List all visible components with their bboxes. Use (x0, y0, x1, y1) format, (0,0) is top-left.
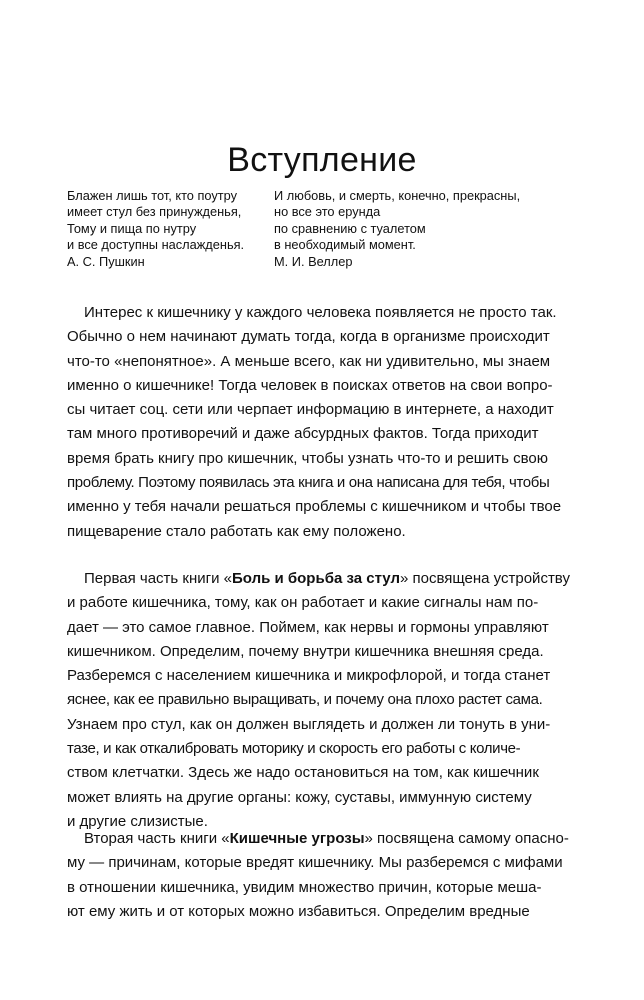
epigraph-veller (274, 188, 520, 270)
paragraph-part-two (67, 827, 569, 924)
epigraph-line: и все доступны наслажденья. (67, 237, 245, 253)
text-line: может влиять на другие органы: кожу, суставы, иммунную систему (67, 788, 532, 806)
part-one-title: Боль и борьба за стул (232, 570, 400, 587)
text-line: кишечником. Определим, почему внутри кишечника внешняя среда. (67, 642, 544, 660)
part-two-title: Кишечные угрозы (229, 830, 365, 847)
epigraph-author: М. И. Веллер (274, 253, 353, 269)
text-line: Разберемся с населением кишечника и микрофлорой, и тогда станет (67, 667, 551, 685)
text-line: время брать книгу про кишечник, чтобы узнать что-то и решить свою (67, 449, 548, 467)
text-line: Обычно о нем начинают думать тогда, когда в организме происходит (67, 328, 550, 346)
text-line: сы читает соц. сети или черпает информацию в интернете, а находит (67, 401, 554, 419)
text-line: пищеварение стало работать как ему положено. (67, 522, 406, 540)
epigraph-line: Блажен лишь тот, кто поутру (67, 188, 238, 203)
page-title: Вступление (227, 141, 417, 179)
text-line: проблему. Поэтому появилась эта книга и она написана для тебя, чтобы (67, 474, 550, 492)
text-line: Узнаем про стул, как он должен выглядеть и должен ли тонуть в уни- (67, 715, 551, 733)
text-line: дает — это самое главное. Поймем, как нервы и гормоны управляют (67, 618, 549, 636)
paragraph-part-one (67, 567, 570, 834)
text-line: яснее, как ее правильно выращивать, и почему она плохо растет сама. (67, 691, 543, 709)
text-line: ют ему жить и от которых можно избавиться. Определим вредные (67, 902, 530, 920)
text-line: там много противоречий и даже абсурдных фактов. Тогда приходит (67, 425, 539, 443)
text-line (67, 827, 569, 851)
text-line: и другие слизистые. (67, 812, 208, 830)
text-span: » посвящена устройству (399, 570, 570, 587)
text-span: Вторая часть книги « (84, 830, 230, 847)
epigraph-author: А. С. Пушкин (67, 253, 145, 269)
epigraph-line: по сравнению с туалетом (274, 220, 426, 236)
text-line: в отношении кишечника, увидим множество причин, которые меша- (67, 878, 542, 896)
epigraph-line: Тому и пища по нутру (67, 220, 197, 236)
text-line: что-то «непонятное». А меньше всего, как ни удивительно, мы знаем (67, 352, 551, 370)
epigraph-line: имеет стул без принужденья, (67, 204, 242, 220)
paragraph-intro (67, 301, 562, 544)
text-line: и работе кишечника, тому, как он работает и какие сигналы нам по- (67, 594, 539, 612)
text-line (67, 567, 570, 591)
text-line: Интерес к кишечнику у каждого человека появляется не просто так. (84, 304, 557, 321)
epigraph-line: И любовь, и смерть, конечно, прекрасны, (274, 188, 521, 203)
text-span: Первая часть книги « (84, 570, 232, 587)
text-line: именно о кишечнике! Тогда человек в поисках ответов на свои вопро- (67, 376, 553, 394)
epigraph-line: но все это ерунда (274, 204, 381, 220)
text-span: » посвящена самому опасно- (364, 830, 569, 847)
text-line: именно у тебя начали решаться проблемы с кишечником и чтобы твое (67, 498, 562, 516)
text-line: ством клетчатки. Здесь же надо остановиться на том, как кишечник (67, 764, 539, 782)
epigraph-pushkin (67, 188, 244, 270)
epigraph-line: в необходимый момент. (274, 237, 416, 253)
text-line: му — причинам, которые вредят кишечнику. Мы разберемся с мифами (67, 854, 563, 872)
text-line: тазе, и как откалибровать моторику и скорость его работы с количе- (67, 740, 521, 758)
